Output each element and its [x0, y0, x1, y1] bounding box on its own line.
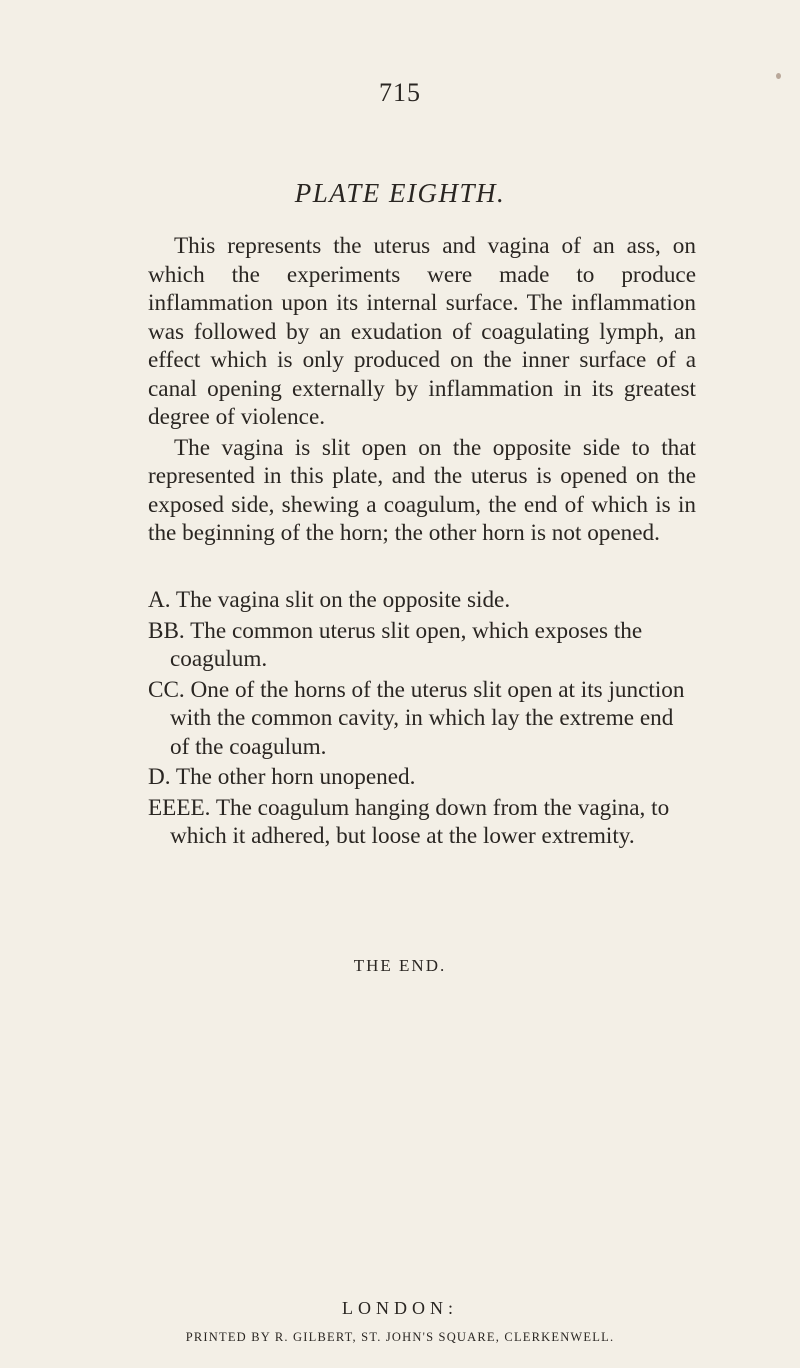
legend-item-a: A. The vagina slit on the opposite side. — [148, 587, 511, 613]
legend-item-bb: BB. The common uterus slit open, which exposes the coagulum. — [148, 617, 643, 672]
imprint-printer: PRINTED BY R. GILBERT, ST. JOHN'S SQUARE, CLERKENWELL. — [185, 1330, 615, 1344]
paragraph-2: The vagina is slit open on the opposite side to that represented in this plate, and the uterus is opened on the exposed side, shewing a coagulum, the end of which is in the beginning of the horn; the other horn is not opened. — [148, 434, 696, 546]
legend-item-d: D. The other horn unopened. — [148, 764, 416, 790]
plate-title: PLATE EIGHTH. — [294, 178, 506, 208]
legend-item-cc: CC. One of the horns of the uterus slit open at its junction with the common cavity, in which lay the extreme end of the coagulum. — [148, 676, 685, 760]
plate-legend — [148, 586, 696, 853]
legend-item-eeee: EEEE. The coagulum hanging down from the vagina, to which it adhered, but loose at the lower extremity. — [148, 794, 670, 849]
paragraph-1: This represents the uterus and vagina of an ass, on which the experiments were made to produce inflammation upon its internal surface. The inflammation was followed by an exudation of coagulating lymph, an effect which is only produced on the inner surface of a canal opening externally by inflammation in its greatest degree of violence. — [148, 233, 696, 430]
page-number: 715 — [379, 78, 421, 107]
imprint-city: LONDON: — [342, 1298, 458, 1318]
description-text — [148, 232, 696, 550]
the-end: THE END. — [353, 956, 447, 975]
